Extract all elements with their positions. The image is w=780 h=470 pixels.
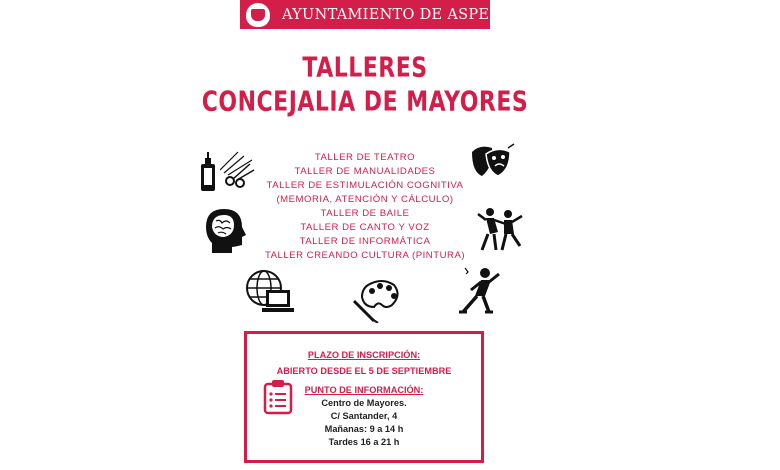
page-title: TALLERES (302, 52, 428, 85)
workshop-item: TALLER DE MANUALIDADES (294, 166, 436, 177)
workshop-list (245, 151, 485, 263)
computer-globe-icon (244, 268, 298, 316)
head-brain-icon (204, 207, 248, 255)
clipboard-icon (262, 379, 294, 415)
plazo-text: ABIERTO DESDE EL 5 DE SEPTIEMBRE (276, 366, 452, 376)
town-crest-icon (246, 3, 270, 27)
banner-title: AYUNTAMIENTO DE ASPE (282, 6, 490, 23)
paint-palette-icon (352, 277, 402, 323)
punto-heading: PUNTO DE INFORMACIÓN: (304, 385, 424, 395)
crafts-icon (198, 148, 260, 194)
info-line: Centro de Mayores. (321, 398, 407, 408)
plazo-heading: PLAZO DE INSCRIPCIÓN: (307, 350, 421, 360)
workshop-item: TALLER DE CANTO Y VOZ (300, 222, 430, 233)
dance-couple-icon (476, 206, 524, 254)
singer-icon (455, 266, 501, 316)
info-line: Tardes 16 a 21 h (328, 437, 400, 447)
workshop-item: TALLER DE INFORMÁTICA (299, 236, 431, 247)
workshop-item: TALLER DE TEATRO (314, 152, 416, 163)
workshop-item: (MEMORIA, ATENCIÓN Y CÁLCULO) (276, 194, 454, 205)
header-banner (240, 0, 490, 29)
info-line: C/ Santander, 4 (330, 411, 398, 421)
workshop-item: TALLER DE ESTIMULACIÓN COGNITIVA (266, 180, 464, 191)
info-line: Mañanas: 9 a 14 h (324, 424, 404, 434)
workshop-item: TALLER CREANDO CULTURA (PINTURA) (264, 250, 466, 261)
theater-masks-icon (468, 142, 516, 182)
page-subtitle: CONCEJALIA DE MAYORES (201, 86, 529, 119)
workshop-item: TALLER DE BAILE (320, 208, 410, 219)
